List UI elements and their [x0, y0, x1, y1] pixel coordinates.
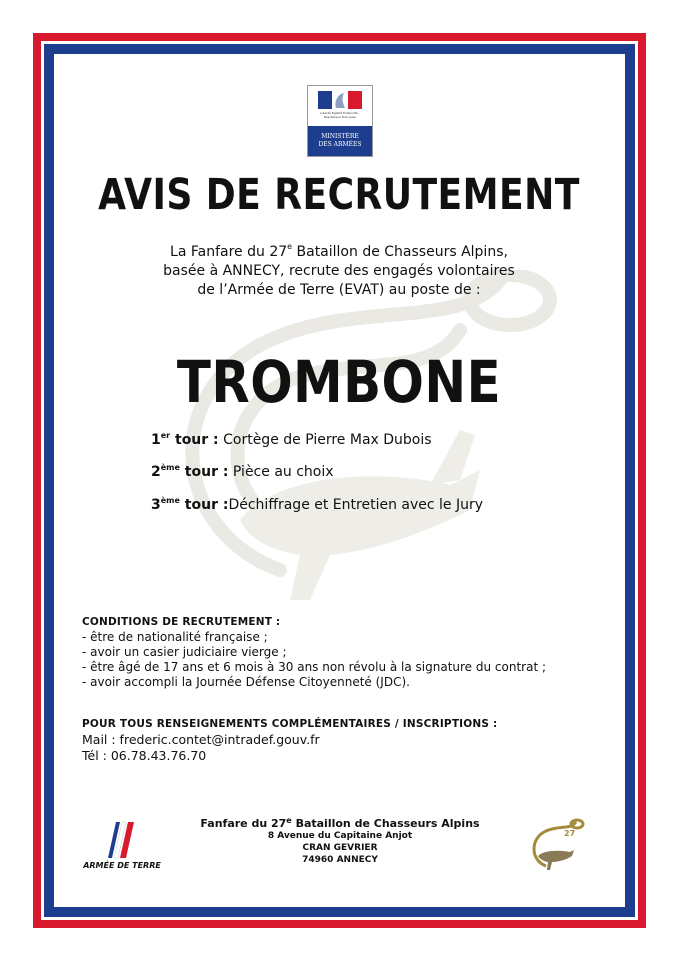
- round-2-text: Pièce au choix: [228, 464, 334, 480]
- intro-line-3: de l’Armée de Terre (EVAT) au poste de :: [197, 282, 481, 298]
- intro-line1-pre: La Fanfare du 27: [170, 244, 288, 260]
- footer-address: [180, 817, 500, 866]
- footer-address-line-2: CRAN GEVRIER: [302, 843, 378, 853]
- ministere-tagline: Liberté Égalité Fraternité · République Française: [320, 111, 360, 119]
- round-1-sup: er: [160, 431, 171, 440]
- condition-item: - être âgé de 17 ans et 6 mois à 30 ans non révolu à la signature du contrat ;: [82, 660, 547, 674]
- bugle-insignia-icon: [526, 816, 586, 876]
- round-1-label: tour :: [170, 432, 219, 448]
- conditions-heading: CONDITIONS DE RECRUTEMENT :: [82, 616, 281, 628]
- round-2-num: 2: [151, 464, 161, 480]
- condition-item: - être de nationalité française ;: [82, 630, 268, 644]
- svg-text:27: 27: [564, 829, 576, 838]
- round-1-text: Cortège de Pierre Max Dubois: [218, 432, 432, 448]
- round-1: [151, 432, 432, 448]
- contact-mail[interactable]: Mail : frederic.contet@intradef.gouv.fr: [82, 732, 320, 747]
- ministere-band: [308, 126, 372, 156]
- conditions-section: [82, 615, 546, 690]
- footer-name-post: Bataillon de Chasseurs Alpins: [291, 817, 480, 830]
- armee-de-terre-flag-icon: [82, 818, 162, 862]
- bugle-insignia-watermark: [130, 270, 560, 630]
- round-3-label: tour :: [179, 497, 229, 513]
- conditions-list: [82, 630, 546, 690]
- round-2-sup: ème: [160, 463, 180, 472]
- intro-line-1: [0, 243, 678, 262]
- round-3: [151, 497, 483, 513]
- ministere-des-armees-logo: [307, 85, 373, 157]
- footer-name-pre: Fanfare du 27: [200, 817, 287, 830]
- intro-line1-post: Bataillon de Chasseurs Alpins,: [292, 244, 508, 260]
- contact-section: [82, 716, 497, 764]
- contact-phone[interactable]: Tél : 06.78.43.76.70: [82, 748, 207, 763]
- round-1-num: 1: [151, 432, 161, 448]
- condition-item: - avoir accompli la Journée Défense Citoyenneté (JDC).: [82, 675, 410, 689]
- contact-heading: POUR TOUS RENSEIGNEMENTS COMPLÉMENTAIRES / INSCRIPTIONS :: [82, 718, 498, 730]
- footer-name-sup: e: [286, 816, 292, 825]
- round-3-sup: ème: [160, 496, 180, 505]
- armee-de-terre-logo: [82, 818, 162, 878]
- page-title: AVIS DE RECRUTEMENT: [98, 170, 580, 220]
- condition-item: - avoir un casier judiciaire vierge ;: [82, 645, 287, 659]
- ministere-line2: DES ARMÉES: [318, 141, 362, 148]
- intro-line1-sup: e: [287, 242, 293, 251]
- round-3-text: Déchiffrage et Entretien avec le Jury: [228, 497, 484, 513]
- footer-address-line-3: 74960 ANNECY: [302, 855, 378, 865]
- footer-name: [180, 817, 500, 830]
- intro-line-2: basée à ANNECY, recrute des engagés volontaires: [163, 263, 515, 279]
- ministere-line1: MINISTÈRE: [321, 133, 359, 140]
- instrument-title: TROMBONE: [176, 348, 502, 416]
- round-2-label: tour :: [179, 464, 229, 480]
- round-2: [151, 464, 334, 480]
- footer-address-line-1: 8 Avenue du Capitaine Anjot: [267, 831, 413, 841]
- round-3-num: 3: [151, 497, 161, 513]
- armee-de-terre-label: ARMÉE DE TERRE: [83, 861, 161, 870]
- intro-text: [0, 243, 678, 300]
